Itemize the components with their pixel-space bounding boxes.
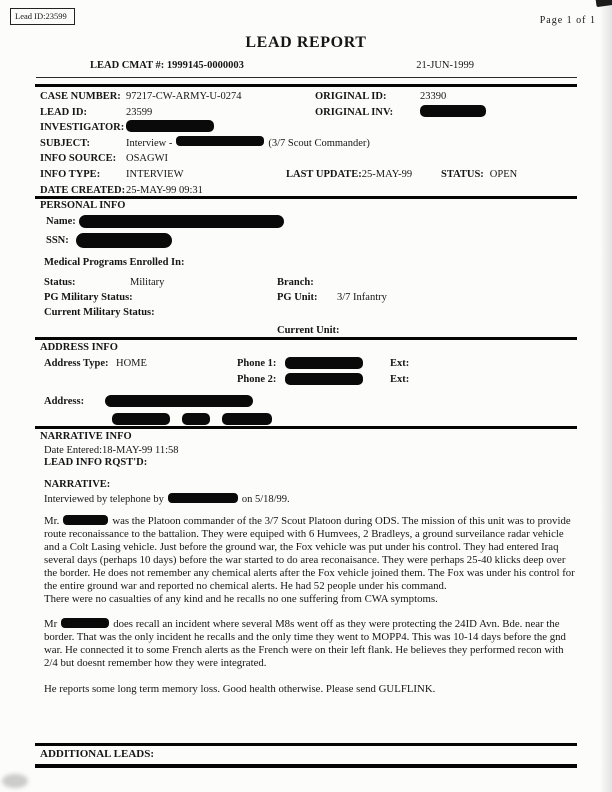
para1-text: was the Platoon commander of the 3/7 Scout Platoon during ODS. The mission of this unit was to provide route reconaissance to the battalion. They were equiped with 6 Humvees, 2 Bradleys, a ground surveilance radar vehicle and a Colt Lasing vehicle. Just before the ground war, the Fox vehicle was put under his control. They had entered Iraq several days (perhaps 10 days) before the war started to do area reconaisance. They were perhaps 25-40 klicks deep over the border. He does not remember any chemical alerts after the Fox vehicle joined them. The Fox was under his control for the entire ground war and reported no chemical alerts. He had 52 people under his command. (44, 515, 575, 592)
medical-programs-label: Medical Programs Enrolled In: (44, 257, 185, 268)
pg-status-row (40, 292, 577, 303)
case-number-value: 97217-CW-ARMY-U-0274 (126, 91, 242, 102)
address-info-title: ADDRESS INFO (40, 342, 118, 353)
lead-id-box (10, 8, 75, 25)
pg-unit-value: 3/7 Infantry (337, 292, 387, 303)
case-row-info-source (40, 151, 577, 167)
name-row (40, 215, 577, 228)
address-type-phone1-row (40, 357, 577, 370)
redaction-ssn (76, 233, 172, 248)
personal-info-section (40, 200, 577, 336)
narrative-info-title: NARRATIVE INFO (40, 431, 132, 442)
report-title: LEAD REPORT (245, 34, 367, 51)
address-type-label: Address Type: (44, 358, 109, 369)
original-id-label: ORIGINAL ID: (315, 91, 387, 102)
pg-military-status-label: PG Military Status: (44, 292, 133, 303)
subject-suffix: (3/7 Scout Commander) (268, 137, 370, 149)
lead-id-box-text: Lead ID:23599 (15, 11, 67, 21)
section-divider (35, 743, 577, 746)
status-label: STATUS: (441, 168, 484, 180)
medical-programs-row (40, 257, 577, 268)
status (441, 167, 517, 183)
lead-id-value: 23599 (126, 106, 153, 118)
last-update-label: LAST UPDATE: (286, 168, 362, 180)
original-inv-label: ORIGINAL INV: (315, 106, 394, 118)
report-date: 21-JUN-1999 (416, 60, 474, 71)
status-value: OPEN (489, 168, 518, 180)
para1-prefix: Mr. (44, 515, 60, 527)
address-label: Address: (44, 395, 85, 407)
date-entered-row (40, 445, 577, 456)
case-row-lead-id (40, 105, 577, 121)
redaction-original-inv (420, 105, 486, 117)
address-row2 (40, 413, 577, 425)
subject-label: SUBJECT: (40, 137, 90, 149)
section-divider (35, 337, 577, 340)
case-row-investigator (40, 120, 577, 136)
info-source-label: INFO SOURCE: (40, 153, 117, 165)
case-number-label: CASE NUMBER: (40, 91, 121, 102)
redaction-name (79, 215, 284, 228)
current-military-status-row (40, 307, 577, 318)
para2-prefix: Mr (44, 618, 58, 630)
lead-info-rqstd-label: LEAD INFO RQST'D: (44, 457, 148, 468)
last-update-value: 25-MAY-99 (361, 168, 413, 180)
lead-id-label: LEAD ID: (40, 106, 87, 118)
additional-leads-title: ADDITIONAL LEADS: (40, 748, 154, 760)
current-unit-label: Current Unit: (277, 325, 340, 336)
branch-label: Branch: (277, 277, 314, 288)
narrative-paragraph-1 (40, 515, 577, 606)
para2-text: does recall an incident where several M8s went off as they were protecting the 24ID Avn. Bde. near the border. That was the only incident he recalls and the only time they went to MOPP4. This was 10-14 days before the gnd war. He connected it to some French alerts as the French were on their left flank. He believes they performed recon with 2/4 but doesnt remember how they were integrated. (44, 618, 566, 669)
page-number-label: Page 1 of 1 (539, 15, 596, 26)
section-divider (35, 196, 577, 199)
redaction-phone1 (285, 357, 363, 369)
scan-edge-shadow (600, 0, 612, 792)
redaction-address-city (112, 413, 170, 425)
ssn-label: SSN: (46, 235, 69, 246)
case-row-info-type (40, 167, 577, 183)
phone2-label: Phone 2: (237, 374, 277, 385)
address-info-section (40, 342, 577, 425)
interviewed-prefix: Interviewed by telephone by (44, 494, 164, 505)
redaction-investigator (126, 120, 214, 132)
current-military-status-label: Current Military Status: (44, 307, 155, 318)
redaction-subject-name (176, 136, 264, 146)
narrative-info-section (40, 431, 577, 696)
phone1-label: Phone 1: (237, 358, 277, 369)
case-row-case-number (40, 89, 577, 105)
phone1-field (285, 357, 390, 370)
info-type-label: INFO TYPE: (40, 168, 101, 180)
original-id-value: 23390 (420, 91, 447, 102)
additional-leads-section (40, 748, 154, 760)
personal-info-title: PERSONAL INFO (40, 200, 126, 211)
date-entered-value: 18-MAY-99 11:58 (102, 445, 179, 456)
redaction-subject-name-p1 (63, 515, 108, 525)
interviewed-suffix: on 5/18/99. (241, 494, 290, 505)
address-row (40, 395, 577, 407)
cmat-header-row (36, 60, 577, 78)
scan-artifact (595, 0, 612, 7)
lead-cmat-label: LEAD CMAT #: 1999145-0000003 (90, 60, 244, 71)
redaction-address-line1 (105, 395, 253, 407)
phone2-field (285, 373, 390, 386)
scan-artifact (2, 774, 28, 788)
ext1-label: Ext: (390, 358, 410, 369)
para1-line2: There were no casualties of any kind and he recalls no one suffering from CWA symptoms. (44, 593, 438, 605)
narrative-paragraph-2 (40, 618, 577, 670)
ssn-row (40, 233, 577, 248)
redaction-interviewer (168, 493, 238, 503)
interviewed-line (40, 493, 577, 505)
info-source-value: OSAGWI (126, 153, 168, 165)
section-divider (35, 84, 577, 87)
subject-prefix: Interview - (126, 137, 173, 149)
case-row-subject (40, 136, 577, 152)
ext2-label: Ext: (390, 374, 410, 385)
phone2-row (40, 373, 577, 386)
redaction-address-zip (222, 413, 272, 425)
case-info-section (40, 89, 577, 198)
narrative-paragraph-3: He reports some long term memory loss. Good health otherwise. Please send GULFLINK. (44, 683, 436, 695)
address-type-value: HOME (116, 358, 147, 369)
current-unit-row (40, 325, 577, 336)
date-created-label: DATE CREATED: (40, 184, 126, 196)
section-divider (35, 426, 577, 429)
redaction-subject-name-p2 (61, 618, 109, 628)
military-status-value: Military (130, 277, 165, 288)
info-type-value: INTERVIEW (126, 168, 184, 180)
section-divider (35, 764, 577, 768)
status-branch-row (40, 277, 577, 288)
pg-unit-label: PG Unit: (277, 292, 318, 303)
last-update (286, 167, 441, 183)
redaction-phone2 (285, 373, 363, 385)
investigator-label: INVESTIGATOR: (40, 122, 125, 134)
narrative-label: NARRATIVE: (44, 479, 111, 490)
date-entered-label: Date Entered: (44, 445, 103, 456)
redaction-address-state (182, 413, 210, 425)
military-status-label: Status: (44, 277, 76, 288)
name-label: Name: (46, 216, 76, 227)
date-created-value: 25-MAY-99 09:31 (126, 184, 203, 196)
